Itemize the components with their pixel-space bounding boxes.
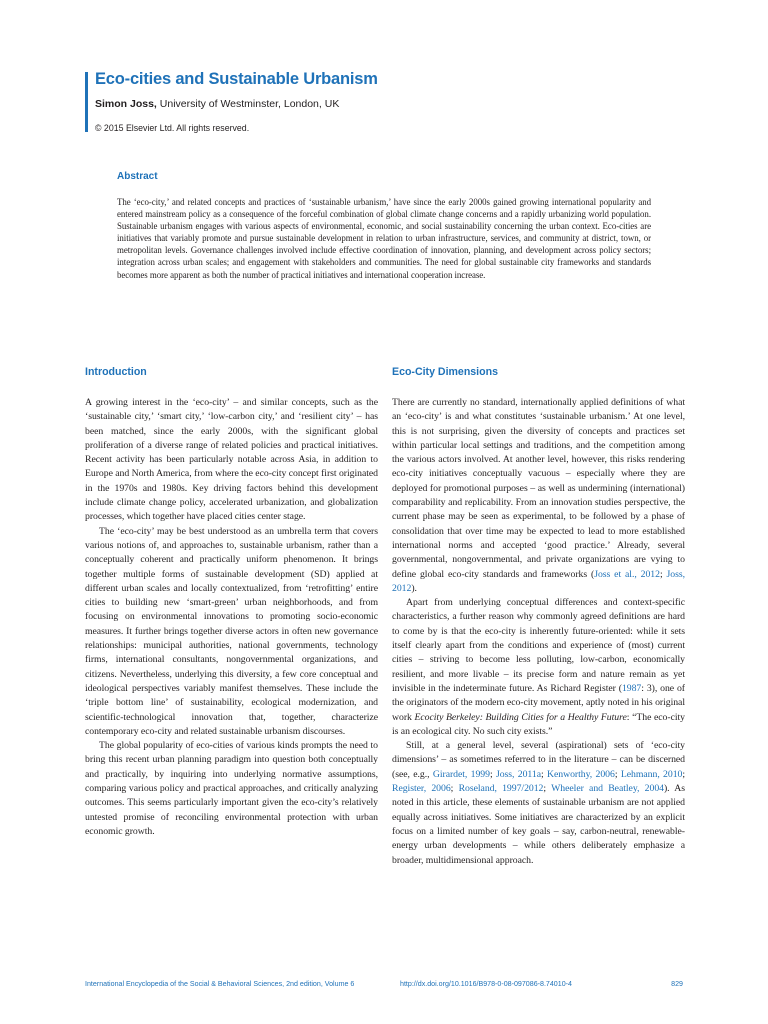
- citation-link[interactable]: Girardet, 1999: [432, 768, 490, 780]
- citation-link[interactable]: Register, 2006: [392, 783, 451, 795]
- page-footer: [85, 980, 683, 994]
- citation-link[interactable]: Joss et al., 2012: [594, 568, 660, 580]
- citation-separator: ;: [541, 768, 548, 780]
- article-title: Eco-cities and Sustainable Urbanism: [95, 70, 378, 88]
- author-affiliation: University of Westminster, London, UK: [156, 98, 340, 110]
- citation-list: [392, 769, 685, 794]
- introduction-paragraph-2: The ‘eco-city’ may be best understood as an umbrella term that covers various notions of, and approaches to, sustainable urbanism, rather than a conceptually coherent and practically uniform phenomenon. It brings together multiple forms of sustainable development (SD) applied at different urban scales and locally contextualized, from ‘retrofitting’ entire cities to building new ‘smart-green’ urban neighborhoods, and from focusing on environmental innovations to promoting socio-economic measures. It further brings together diverse actors in often new governance relationships: municipal authorities, national governments, technology firms, international consultants, nongovernmental organizations, and citizens. Nevertheless, underlying this diversity, a few core conceptual and ideological perspectives variably manifest themselves. These include the ‘triple bottom line’ of sustainability, ecological modernization, and scientific-technological innovation that, together, characterize contemporary eco-city and related sustainable urbanism discourses.: [85, 525, 378, 737]
- dimensions-paragraph-2: Apart from underlying conceptual differences and context-specific characteristics, a further reason why commonly agreed definitions are hard to come by is that the eco-city is inherently future-oriented: while it sets itself clearly apart from the conditions and experience of (most) current cities – striving to become less polluting, low-carbon, economically resilient, and more livable – its precise form and nature remain as yet invisible in the indeterminate future. As Richard Register (1987: 3), one of the originators of the modern eco-city movement, aptly noted in his original work Ecocity Berkeley: Building Cities for a Healthy Future: “The eco-city is an ecological city. No such city exists.”: [392, 597, 685, 737]
- introduction-heading: Introduction: [85, 366, 147, 378]
- citation-link[interactable]: 1987: [621, 682, 642, 694]
- author-name: Simon Joss,: [95, 98, 157, 110]
- footer-source: International Encyclopedia of the Social & Behavioral Sciences, 2nd edition, Volume 6: [85, 980, 355, 988]
- citation-separator: ;: [489, 768, 496, 780]
- book-title: Ecocity Berkeley: Building Cities for a Healthy Future: [414, 711, 627, 723]
- abstract-text: The ‘eco-city,’ and related concepts and practices of ‘sustainable urbanism,’ have since the early 2000s gained growing international popularity and entered mainstream policy as a consequence of the forceful combination of global climate change concerns and a rapidly urbanizing world population. Sustainable urbanism engages with various aspects of environmental, economic, and social sustainability concerning the urban context. Eco-cities are initiatives that variably promote and pursue sustainable development in relation to urban infrastructure, services, and community at district, town, or metropolitan levels. Governance challenges involved include effective coordination of innovation, planning, and development across policy sectors; integration across urban scales; and engagement with stakeholders and communities. The need for global sustainable city frameworks and standards becomes more apparent as both the number of practical initiatives and international cooperation increase.: [117, 197, 651, 280]
- abstract-heading: Abstract: [117, 171, 158, 182]
- author-line: [95, 98, 339, 110]
- citation-link[interactable]: Wheeler and Beatley, 2004: [551, 783, 664, 795]
- citation-separator: ;: [450, 783, 459, 795]
- citation-separator: ;: [614, 768, 621, 780]
- citation-link[interactable]: Lehmann, 2010: [620, 768, 683, 780]
- right-column: [392, 366, 685, 868]
- eco-city-dimensions-heading: Eco-City Dimensions: [392, 366, 498, 378]
- left-column: [85, 366, 378, 839]
- citation-separator: ;: [682, 768, 686, 780]
- citation-link[interactable]: Roseland, 1997/2012: [458, 783, 544, 795]
- citation-link[interactable]: Kenworthy, 2006: [547, 768, 615, 780]
- copyright-notice: © 2015 Elsevier Ltd. All rights reserved.: [95, 123, 250, 133]
- page-number: 829: [671, 980, 683, 988]
- doi-link[interactable]: http://dx.doi.org/10.1016/B978-0-08-097086-8.74010-4: [400, 980, 572, 988]
- dimensions-paragraph-1: There are currently no standard, internationally applied definitions of what an ‘eco-city’ is and what constitutes ‘sustainable urbanism.’ At one level, this is not surprising, given the diversity of concepts and practices set within particular local settings and traditions, and the competition among the various actors involved. At another level, however, this risks rendering eco-city initiatives conceptually vacuous – especially where they are deployed for promotional purposes – as well as undermining (international) comparability and replicability. From an innovation studies perspective, the current phase may be seen as experimental, to be followed by a phase of consolidation that over time may be expected to lead to more established international norms and accepted ‘good practice.’ Already, several governmental, nongovernmental, and private organizations are vying to define global eco-city standards and frameworks (Joss et al., 2012; Joss, 2012).: [392, 397, 685, 594]
- citation-link[interactable]: Joss, 2012: [392, 568, 685, 594]
- title-accent-bar: [85, 72, 88, 132]
- introduction-paragraph-1: A growing interest in the ‘eco-city’ – and similar concepts, such as the ‘sustainable city,’ ‘smart city,’ ‘low-carbon city,’ and ‘resilient city’ – has been matched, since the early 2000s, with the significant global proliferation of a diverse range of related policies and practical initiatives. Recent activity has been particularly notable across Asia, in addition to Europe and North America, from where the eco-city concept first originated in the 1970s and 1980s. Key driving factors behind this development include climate change policy, accelerated urbanization, and globalization processes, which together have placed cities center stage.: [85, 397, 378, 523]
- citation-separator: ;: [543, 783, 552, 795]
- citation-link[interactable]: Joss, 2011a: [495, 768, 541, 780]
- introduction-paragraph-3: The global popularity of eco-cities of various kinds prompts the need to bring this recent urban planning paradigm into question both conceptually and practically, by inquiring into underlying normative assumptions, comparing various policy and practical approaches, and critically analyzing outcomes. This seems particularly important given the eco-city’s relatively untested promise of reconciling environmental protection with urban economic growth.: [85, 740, 378, 837]
- dimensions-paragraph-3: Still, at a general level, several (aspirational) sets of ‘eco-city dimensions’ – as sometimes referred to in the literature – can be discerned (see, e.g., Girardet, 1999; Joss, 2011a; Kenworthy, 2006; Lehmann, 2010; Register, 2006; Roseland, 1997/2012; Wheeler and Beatley, 2004). As noted in this article, these elements of sustainable urbanism are not applied equally across initiatives. Some initiatives are characterized by an explicit focus on a limited number of key goals – say, carbon-neutral, renewable-energy urban developments – while others deliberately emphasize a broader, multidimensional approach.: [392, 740, 686, 866]
